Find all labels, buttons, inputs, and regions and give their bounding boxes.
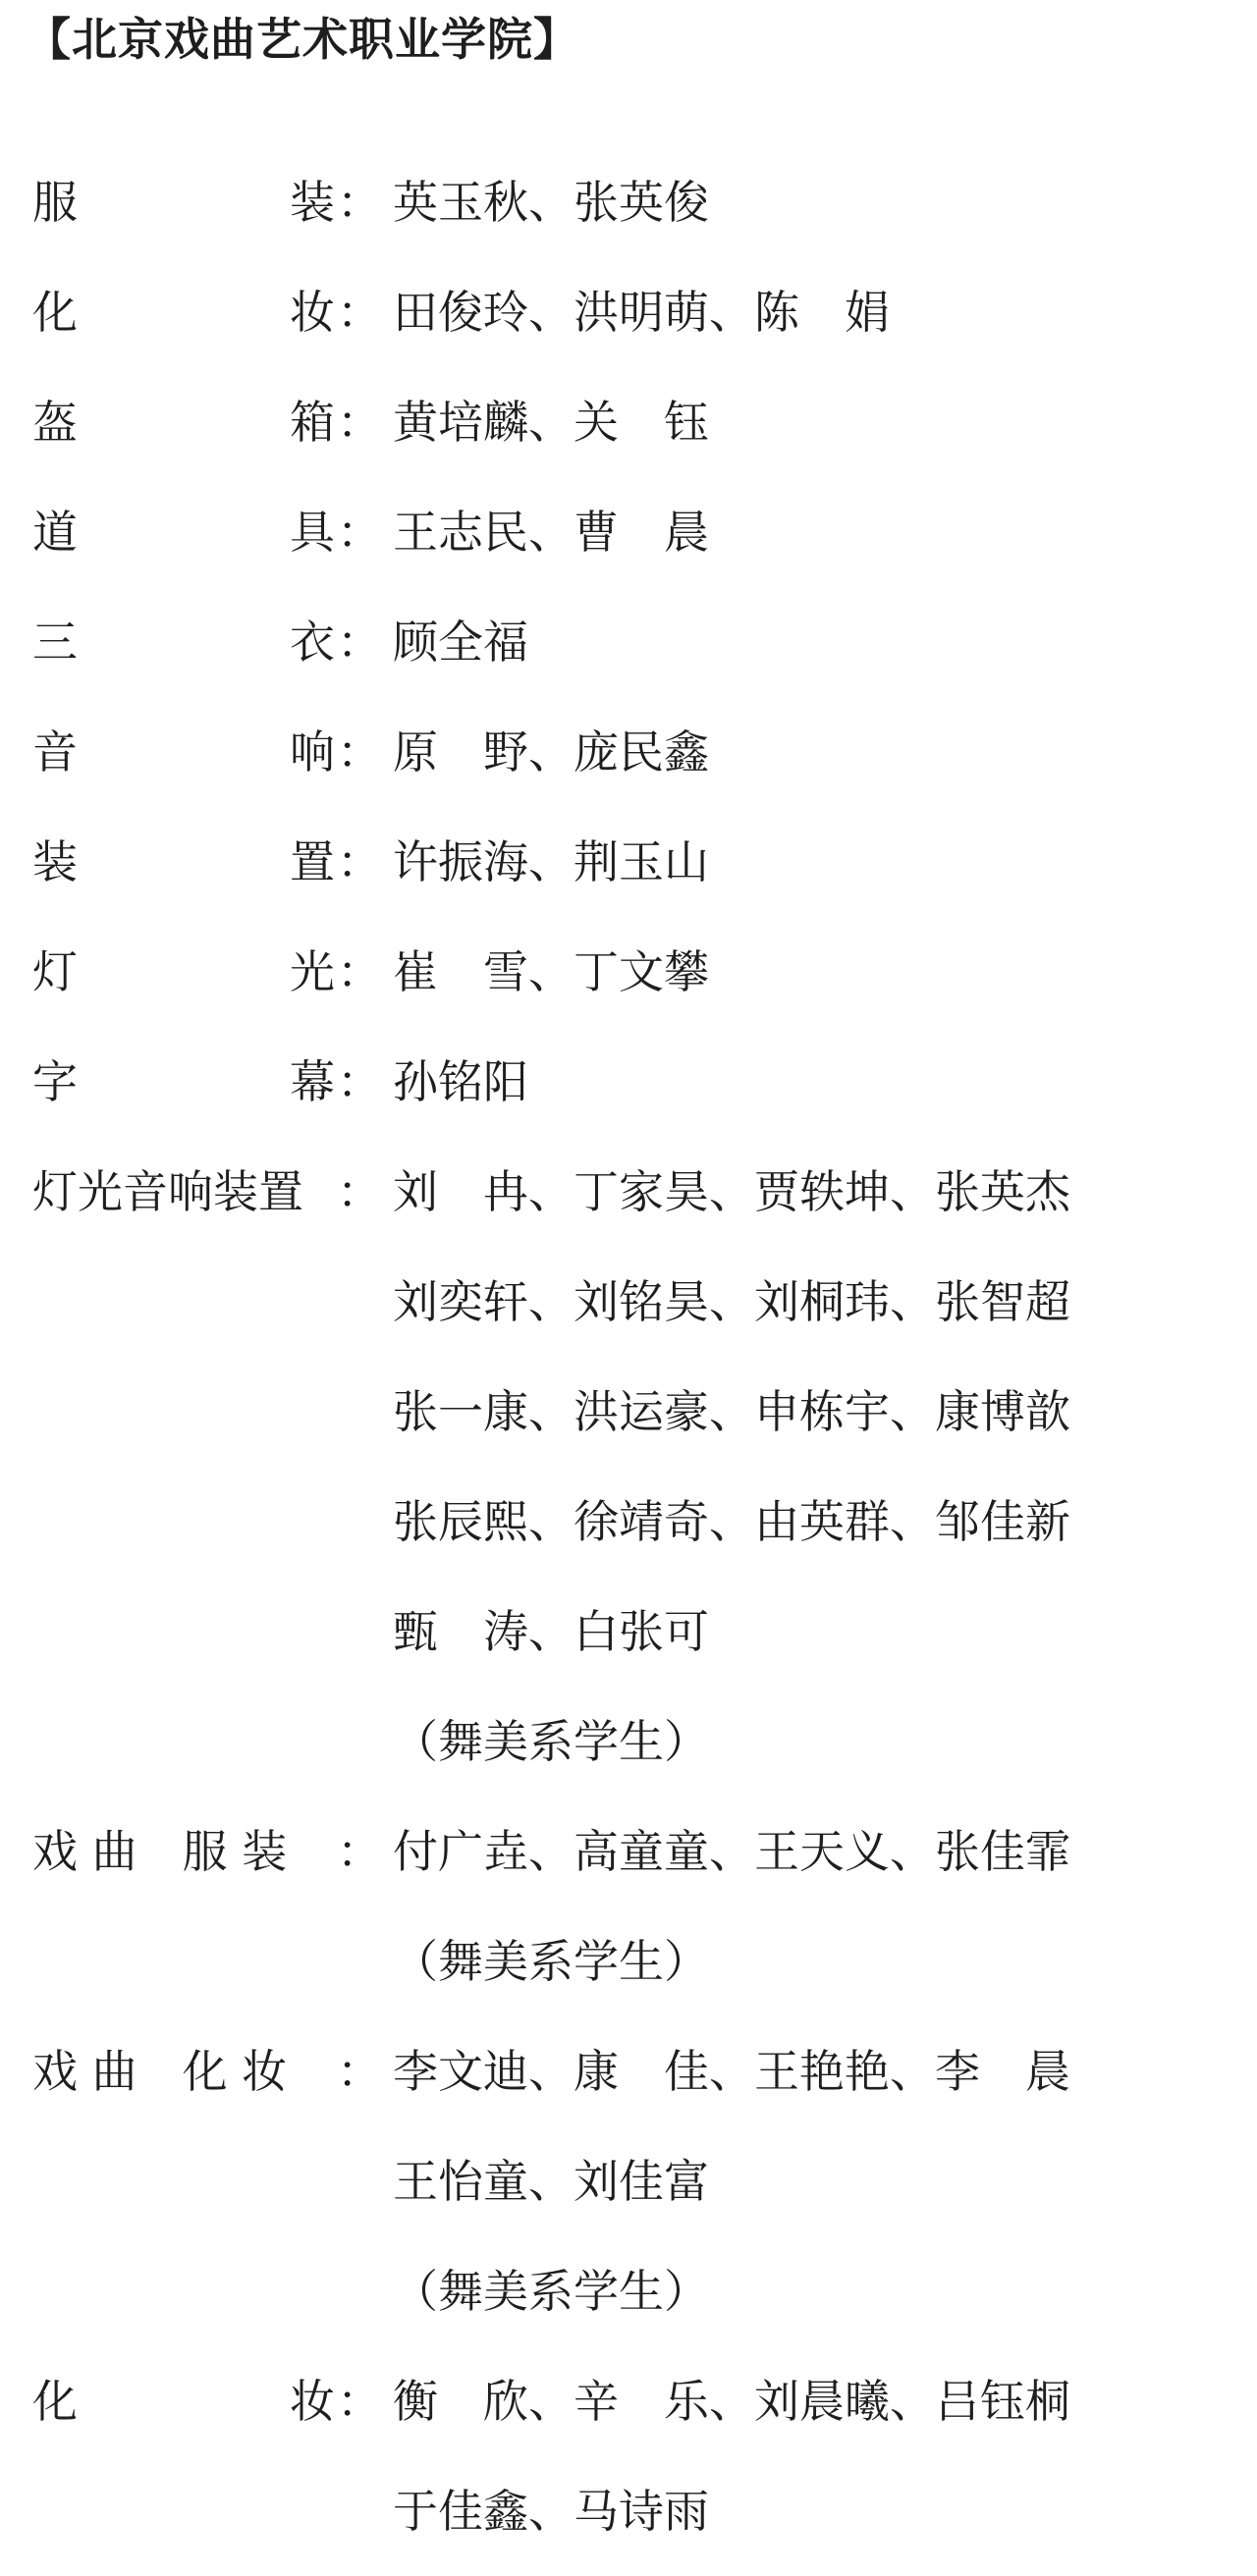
names-text: 于佳鑫、马诗雨 <box>393 2485 709 2538</box>
names-text: 黄培麟、关 钰 <box>393 396 709 449</box>
role-colon: ： <box>337 2045 382 2098</box>
names-text: 刘 冉、丁家昊、贾轶坤、张英杰 <box>393 1165 1070 1218</box>
credit-line <box>0 587 1257 697</box>
names-text: 原 野、庞民鑫 <box>393 725 709 778</box>
role-text: 灯光音响装置 <box>32 1165 303 1218</box>
names-text: 王怡童、刘佳富 <box>393 2155 709 2208</box>
names-text: 崔 雪、丁文攀 <box>393 945 709 998</box>
credit-line <box>0 257 1257 367</box>
credit-line <box>0 1797 1257 1906</box>
role-first-char: 装 <box>32 835 78 888</box>
page-title: 【北京戏曲艺术职业学院】 <box>26 13 579 66</box>
role-first-char: 盔 <box>32 396 78 449</box>
credit-line <box>0 477 1257 587</box>
role-last-char: 妆 <box>290 286 335 339</box>
credit-line <box>0 1577 1257 1687</box>
role-last-char: 具 <box>290 506 335 559</box>
names-text: 甄 涛、白张可 <box>393 1605 709 1658</box>
role-last-char: 置 <box>290 835 335 888</box>
credit-line <box>0 1467 1257 1577</box>
names-text: 王志民、曹 晨 <box>393 506 709 559</box>
credit-line <box>0 1687 1257 1797</box>
role-last-char: 箱 <box>290 396 335 449</box>
role-colon: ： <box>337 506 382 559</box>
role-colon: ： <box>337 176 382 229</box>
credit-line <box>0 1027 1257 1137</box>
credit-line <box>0 1906 1257 2016</box>
names-text: （舞美系学生） <box>393 1935 709 1988</box>
names-text: 付广垚、高童童、王天义、张佳霏 <box>393 1825 1070 1878</box>
role-text: 戏 曲 服 装 <box>32 1825 288 1878</box>
role-colon: ： <box>337 725 382 778</box>
names-text: 田俊玲、洪明萌、陈 娟 <box>393 286 890 339</box>
credit-line <box>0 697 1257 807</box>
role-colon: ： <box>337 835 382 888</box>
credit-line <box>0 2346 1257 2456</box>
credit-line <box>0 1357 1257 1467</box>
role-colon: ： <box>337 2375 382 2428</box>
role-last-char: 响 <box>290 725 335 778</box>
names-text: 英玉秋、张英俊 <box>393 176 709 229</box>
role-first-char: 灯 <box>32 945 78 998</box>
credit-line <box>0 807 1257 917</box>
names-text: 张辰熙、徐靖奇、由英群、邹佳新 <box>393 1495 1070 1548</box>
credit-line <box>0 147 1257 257</box>
names-text: 李文迪、康 佳、王艳艳、李 晨 <box>393 2045 1070 2098</box>
role-last-char: 光 <box>290 945 335 998</box>
credit-line <box>0 2456 1257 2566</box>
role-first-char: 化 <box>32 2375 78 2428</box>
role-last-char: 幕 <box>290 1055 335 1108</box>
role-colon: ： <box>337 286 382 339</box>
names-text: 张一康、洪运豪、申栋宇、康博歆 <box>393 1385 1070 1438</box>
role-first-char: 服 <box>32 176 78 229</box>
role-text: 戏 曲 化 妆 <box>32 2045 288 2098</box>
credit-line <box>0 917 1257 1027</box>
names-text: （舞美系学生） <box>393 1715 709 1768</box>
names-text: （舞美系学生） <box>393 2265 709 2318</box>
role-last-char: 妆 <box>290 2375 335 2428</box>
role-first-char: 字 <box>32 1055 78 1108</box>
names-text: 顾全福 <box>393 616 528 669</box>
role-colon: ： <box>337 1165 382 1218</box>
credit-line <box>0 1137 1257 1247</box>
credits-list <box>0 147 1257 2566</box>
names-text: 许振海、荆玉山 <box>393 835 709 888</box>
role-colon: ： <box>337 1825 382 1878</box>
role-colon: ： <box>337 1055 382 1108</box>
names-text: 刘奕轩、刘铭昊、刘桐玮、张智超 <box>393 1275 1070 1328</box>
credit-line <box>0 367 1257 477</box>
credit-line <box>0 2236 1257 2346</box>
role-last-char: 装 <box>290 176 335 229</box>
role-colon: ： <box>337 945 382 998</box>
role-last-char: 衣 <box>290 616 335 669</box>
credit-line <box>0 2016 1257 2126</box>
credit-line <box>0 2126 1257 2236</box>
role-colon: ： <box>337 616 382 669</box>
credit-line <box>0 1247 1257 1357</box>
role-colon: ： <box>337 396 382 449</box>
role-first-char: 道 <box>32 506 78 559</box>
role-first-char: 音 <box>32 725 78 778</box>
names-text: 孙铭阳 <box>393 1055 528 1108</box>
names-text: 衡 欣、辛 乐、刘晨曦、吕钰桐 <box>393 2375 1070 2428</box>
role-first-char: 三 <box>32 616 78 669</box>
role-first-char: 化 <box>32 286 78 339</box>
